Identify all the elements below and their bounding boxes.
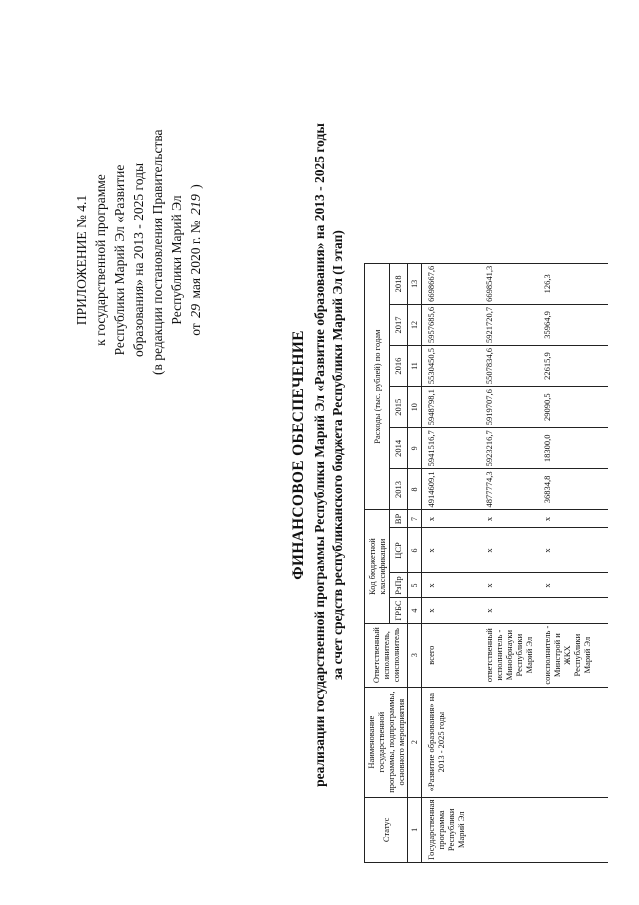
header-year: 2017 xyxy=(389,304,407,345)
header-budget-code: Код бюджетной классификации xyxy=(365,510,390,623)
cell-value: 5941516,7 xyxy=(422,428,480,469)
header-name: Наименование государственной программы, подпрограммы, основного мероприятия xyxy=(365,687,408,797)
cell-value: 29090,5 xyxy=(538,387,608,428)
cell-value: 5530450,5 xyxy=(422,346,480,387)
appendix-line: образования» на 2013 - 2025 годы xyxy=(131,162,146,358)
cell-rzpr: х xyxy=(538,573,608,598)
cell-name xyxy=(538,687,608,797)
cell-value: 5507834,6 xyxy=(480,346,538,387)
cell-status xyxy=(480,797,538,862)
appendix-line: (в редакции постановления Правительства xyxy=(150,129,165,375)
cell-responsible: всего xyxy=(422,623,480,687)
cell-name xyxy=(480,687,538,797)
column-number: 6 xyxy=(408,528,422,573)
header-responsible: Ответственный исполнитель, соисполнитель xyxy=(365,623,408,687)
table-row xyxy=(422,263,480,862)
header-csr: ЦСР xyxy=(389,528,407,573)
cell-value: 6698541,3 xyxy=(480,263,538,304)
cell-rzpr: х xyxy=(422,573,480,598)
date-prefix: от xyxy=(188,323,203,336)
cell-value: 5948798,1 xyxy=(422,387,480,428)
cell-vr: х xyxy=(480,510,538,528)
cell-value: 22615,9 xyxy=(538,346,608,387)
cell-value: 5923216,7 xyxy=(480,428,538,469)
document-subtitle-2: за счет средств республиканского бюджета Республики Марий Эл (I этап) xyxy=(330,230,345,680)
cell-value: 5919707,6 xyxy=(480,387,538,428)
header-year: 2018 xyxy=(389,263,407,304)
cell-status: Государственная программа Республики Марий Эл xyxy=(422,797,480,862)
appendix-line: ПРИЛОЖЕНИЕ № 4.1 xyxy=(74,194,89,326)
cell-value: 35964,9 xyxy=(538,304,608,345)
cell-name: «Развитие образования» на 2013 - 2025 годы xyxy=(422,687,480,797)
header-rzpr: РзПр xyxy=(389,573,407,598)
table-row xyxy=(538,263,608,862)
cell-status xyxy=(538,797,608,862)
document-subtitle: реализации государственной программы Республики Марий Эл «Развитие образования» на 2013 - 2025 годы xyxy=(312,123,327,787)
column-number: 8 xyxy=(408,469,422,510)
column-number: 13 xyxy=(408,263,422,304)
header-grbs: ГРБС xyxy=(389,598,407,623)
date-suffix: ) xyxy=(188,184,203,189)
column-number: 12 xyxy=(408,304,422,345)
cell-value: 5957685,6 xyxy=(422,304,480,345)
date-day: 29 xyxy=(189,303,204,318)
column-number: 5 xyxy=(408,573,422,598)
cell-value: 4914609,1 xyxy=(422,469,480,510)
cell-csr: х xyxy=(480,528,538,573)
column-number: 9 xyxy=(408,428,422,469)
column-number: 2 xyxy=(408,687,422,797)
cell-value: 18300,0 xyxy=(538,428,608,469)
cell-csr: х xyxy=(422,528,480,573)
appendix-block xyxy=(72,129,206,375)
table-row xyxy=(480,263,538,862)
document-number: 219 xyxy=(189,194,204,216)
header-status: Статус xyxy=(365,797,408,862)
header-expenses: Расходы (тыс. рублей) по годам xyxy=(365,263,390,510)
column-number: 7 xyxy=(408,510,422,528)
column-number: 11 xyxy=(408,346,422,387)
cell-value: 6698667,6 xyxy=(422,263,480,304)
header-year: 2016 xyxy=(389,346,407,387)
column-number: 3 xyxy=(408,623,422,687)
cell-vr: х xyxy=(422,510,480,528)
header-year: 2013 xyxy=(389,469,407,510)
cell-responsible: ответственный исполнитель - Минобрнауки Республики Марий Эл xyxy=(480,623,538,687)
cell-value: 126,3 xyxy=(538,263,608,304)
cell-grbs: х xyxy=(480,598,538,623)
cell-value: 5921720,7 xyxy=(480,304,538,345)
cell-value: 4877774,3 xyxy=(480,469,538,510)
financing-table xyxy=(364,263,608,863)
header-vr: ВР xyxy=(389,510,407,528)
column-number: 4 xyxy=(408,598,422,623)
cell-grbs xyxy=(538,598,608,623)
document-title: ФИНАНСОВОЕ ОБЕСПЕЧЕНИЕ xyxy=(290,330,307,580)
appendix-line: к государственной программе xyxy=(93,174,108,346)
header-year: 2014 xyxy=(389,428,407,469)
cell-rzpr: х xyxy=(480,573,538,598)
cell-value: 36834,8 xyxy=(538,469,608,510)
column-number: 10 xyxy=(408,387,422,428)
cell-grbs: х xyxy=(422,598,480,623)
appendix-line: Республики Марий Эл «Развитие xyxy=(112,164,127,356)
appendix-line: Республики Марий Эл xyxy=(169,195,184,325)
header-year: 2015 xyxy=(389,387,407,428)
cell-vr: х xyxy=(538,510,608,528)
cell-csr: х xyxy=(538,528,608,573)
appendix-date-line xyxy=(186,145,206,375)
date-month-year: мая 2020 г. № xyxy=(188,220,203,299)
column-number: 1 xyxy=(408,797,422,862)
cell-responsible: соисполнитель - Минстрой и ЖКХ Республики Марий Эл xyxy=(538,623,608,687)
